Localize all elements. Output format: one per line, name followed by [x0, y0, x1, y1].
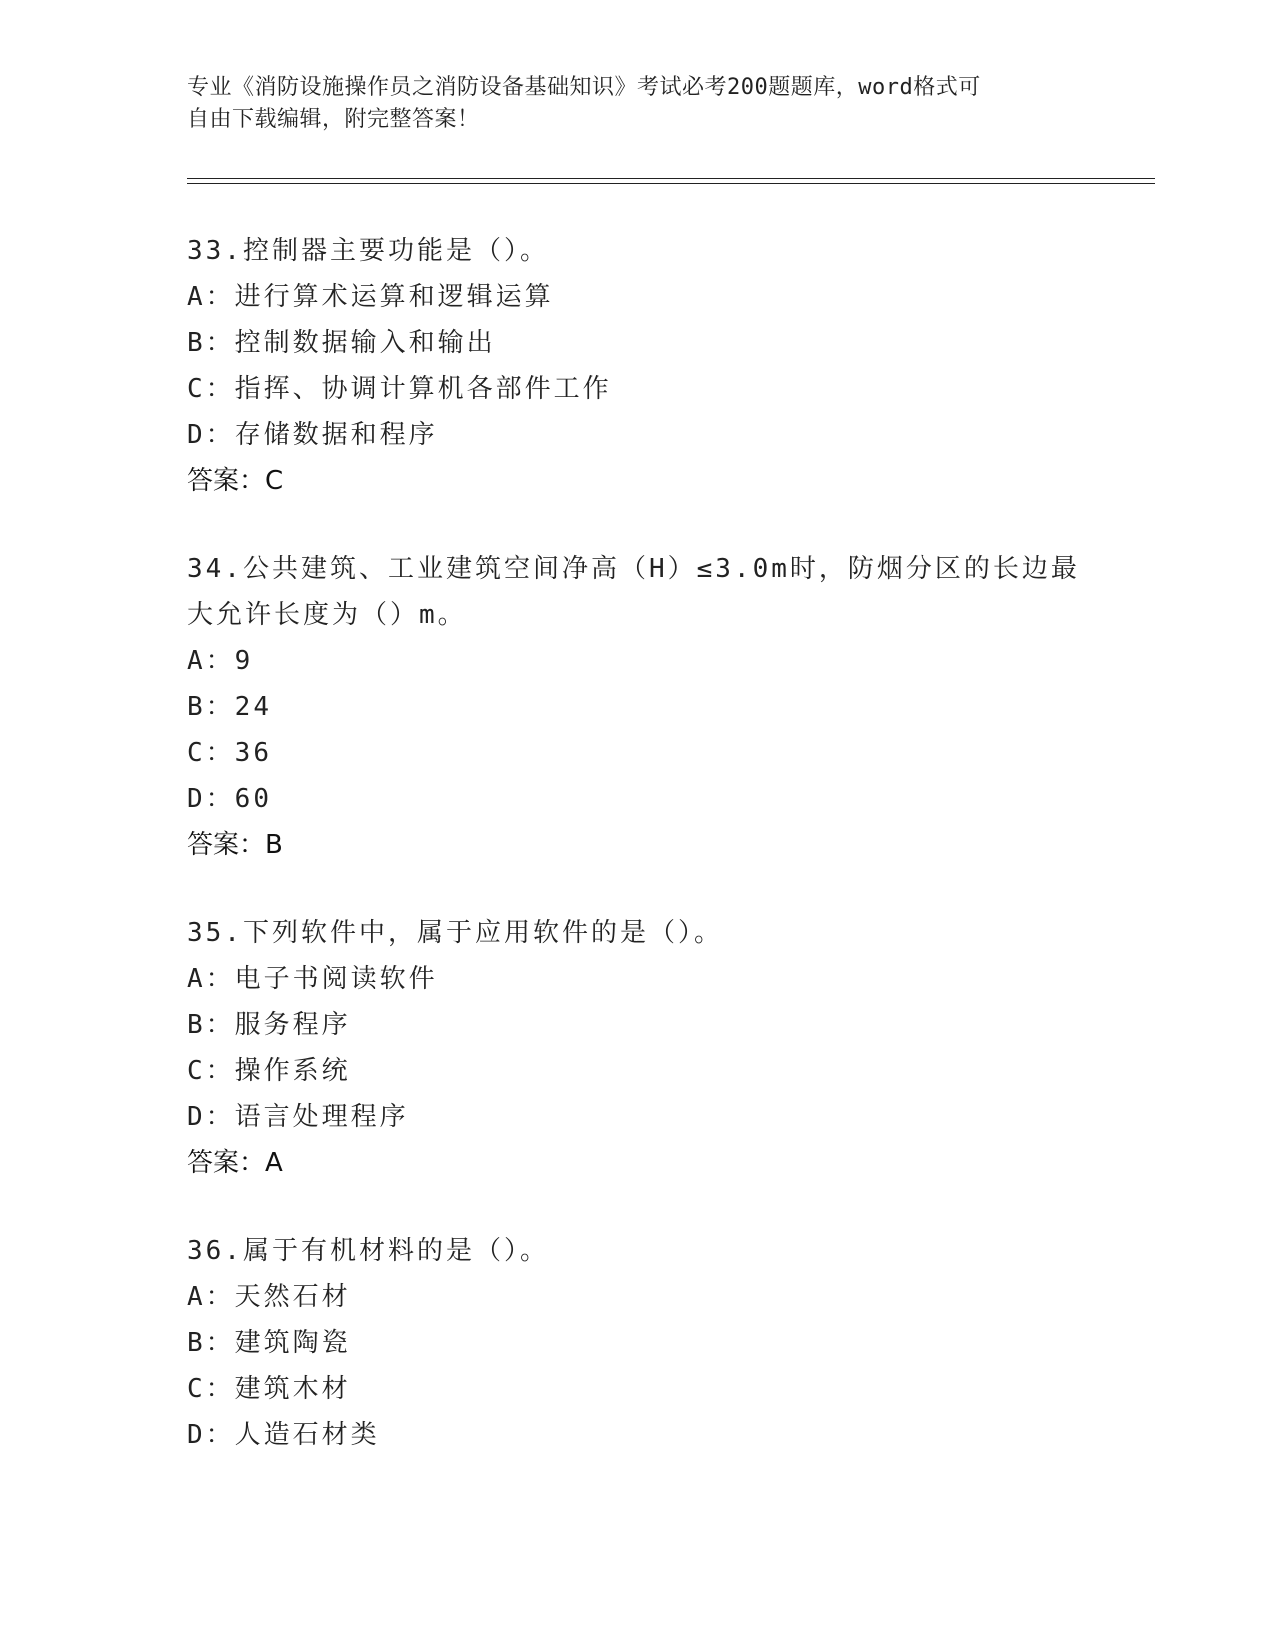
- option-key: D: [187, 1420, 206, 1450]
- option-key: B: [187, 328, 206, 358]
- option-d: [187, 776, 1067, 822]
- question-stem: 33.控制器主要功能是（）。: [187, 236, 549, 266]
- option-c: [187, 1366, 1067, 1412]
- option-key: C: [187, 1056, 206, 1086]
- option-text: 服务程序: [234, 1010, 351, 1040]
- option-key: D: [187, 420, 206, 450]
- option-separator: ：: [205, 1282, 235, 1312]
- option-text: 24: [234, 692, 272, 722]
- answer-line: [187, 822, 1067, 868]
- option-key: C: [187, 1374, 206, 1404]
- option-d: [187, 1412, 1067, 1458]
- option-separator: ：: [205, 784, 235, 814]
- header-divider-bottom: [187, 183, 1155, 184]
- header-divider-top: [187, 178, 1155, 179]
- option-b: [187, 1002, 1067, 1048]
- option-separator: ：: [205, 1056, 235, 1086]
- option-d: [187, 412, 1067, 458]
- option-c: [187, 1048, 1067, 1094]
- answer-label: 答案：: [187, 466, 266, 496]
- question-stem: 36.属于有机材料的是（）。: [187, 1236, 549, 1266]
- question-35: [187, 910, 1067, 1186]
- option-text: 人造石材类: [234, 1420, 380, 1450]
- option-separator: ：: [205, 738, 235, 768]
- option-key: D: [187, 1102, 206, 1132]
- option-c: [187, 366, 1067, 412]
- option-key: C: [187, 374, 206, 404]
- option-key: C: [187, 738, 206, 768]
- answer-line: [187, 1140, 1067, 1186]
- option-separator: ：: [205, 1102, 235, 1132]
- option-c: [187, 730, 1067, 776]
- answer-value: C: [265, 466, 284, 496]
- option-separator: ：: [205, 328, 235, 358]
- answer-label: 答案：: [187, 1148, 266, 1178]
- option-b: [187, 1320, 1067, 1366]
- question-33: [187, 228, 1067, 504]
- option-separator: ：: [205, 282, 235, 312]
- answer-line: [187, 458, 1067, 504]
- answer-value: B: [265, 830, 283, 860]
- option-key: B: [187, 1010, 206, 1040]
- option-b: [187, 684, 1067, 730]
- option-key: A: [187, 646, 206, 676]
- answer-value: A: [265, 1148, 283, 1178]
- option-text: 控制数据输入和输出: [234, 328, 496, 358]
- option-separator: ：: [205, 692, 235, 722]
- option-b: [187, 320, 1067, 366]
- question-36: [187, 1228, 1067, 1458]
- question-34: [187, 546, 1080, 868]
- option-text: 操作系统: [234, 1056, 351, 1086]
- option-text: 语言处理程序: [234, 1102, 409, 1132]
- option-separator: ：: [205, 420, 235, 450]
- option-text: 指挥、协调计算机各部件工作: [234, 374, 612, 404]
- option-separator: ：: [205, 964, 235, 994]
- option-key: D: [187, 784, 206, 814]
- document-header: [187, 72, 1067, 136]
- option-key: B: [187, 692, 206, 722]
- option-separator: ：: [205, 1010, 235, 1040]
- option-text: 建筑木材: [234, 1374, 351, 1404]
- option-key: A: [187, 282, 206, 312]
- option-text: 建筑陶瓷: [234, 1328, 351, 1358]
- question-stem-line-2: 大允许长度为（）m。: [187, 600, 467, 630]
- option-text: 60: [234, 784, 272, 814]
- option-a: [187, 956, 1067, 1002]
- header-line-2: 自由下载编辑，附完整答案！: [187, 107, 480, 132]
- question-stem: 35.下列软件中，属于应用软件的是（）。: [187, 918, 723, 948]
- answer-label: 答案：: [187, 830, 266, 860]
- option-a: [187, 274, 1067, 320]
- header-line-1: 专业《消防设施操作员之消防设备基础知识》考试必考200题题库，word格式可: [187, 75, 981, 100]
- option-d: [187, 1094, 1067, 1140]
- option-text: 电子书阅读软件: [234, 964, 438, 994]
- option-separator: ：: [205, 1420, 235, 1450]
- question-stem-line-1: 34.公共建筑、工业建筑空间净高（H）≤3.0m时，防烟分区的长边最: [187, 554, 1080, 584]
- option-separator: ：: [205, 1374, 235, 1404]
- option-text: 36: [234, 738, 272, 768]
- option-separator: ：: [205, 646, 235, 676]
- option-text: 9: [234, 646, 254, 676]
- option-separator: ：: [205, 1328, 235, 1358]
- option-text: 天然石材: [234, 1282, 351, 1312]
- option-a: [187, 638, 1067, 684]
- option-key: B: [187, 1328, 206, 1358]
- option-key: A: [187, 1282, 206, 1312]
- option-separator: ：: [205, 374, 235, 404]
- option-key: A: [187, 964, 206, 994]
- option-text: 存储数据和程序: [234, 420, 438, 450]
- option-text: 进行算术运算和逻辑运算: [234, 282, 554, 312]
- option-a: [187, 1274, 1067, 1320]
